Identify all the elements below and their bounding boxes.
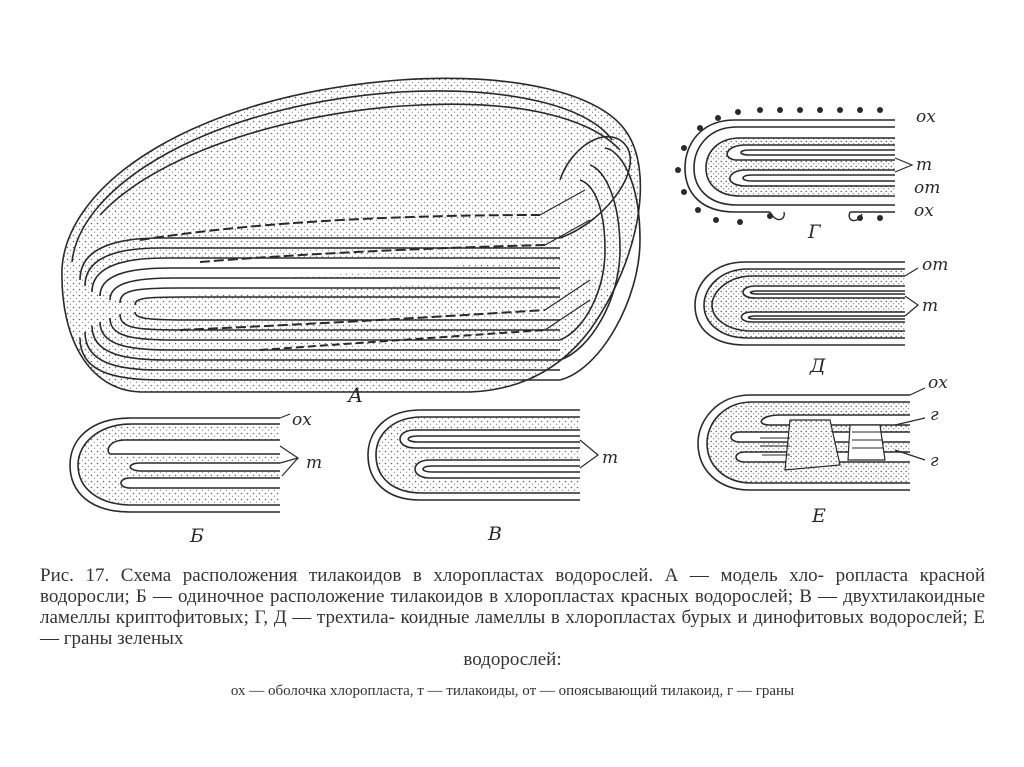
figure-legend: ох — оболочка хлоропласта, т — тилакоиды, от — опоясывающий тилакоид, г — граны <box>230 683 795 699</box>
caption-line-4: коидные ламеллы в хлоропластах бурых и динофитовых водорослей; Е — граны зеленых <box>40 607 985 649</box>
panel-e-label: Е <box>812 505 826 527</box>
panel-g-label: Г <box>808 221 821 243</box>
panel-v-t-label: т <box>602 448 619 468</box>
panel-d-diagram <box>695 262 918 345</box>
panel-e-g-bottom-label: г <box>930 451 939 471</box>
caption-line-2: ропласта красной водоросли; Б — одиночное расположение тилакоидов в хлоропластах <box>40 565 986 607</box>
panel-e-ox-label: ох <box>928 373 948 393</box>
caption-line-3: красных водорослей; В — двухтилакоидные ламеллы криптофитовых; Г, Д — трехтила- <box>40 586 986 628</box>
panel-b-t-label: т <box>306 453 323 473</box>
panel-a-model <box>62 78 640 392</box>
panel-v-label: В <box>488 523 502 545</box>
panel-d-ot-label: от <box>922 255 949 275</box>
panel-a-label: А <box>348 383 364 407</box>
panel-d-t-label: т <box>922 296 939 316</box>
panel-g-diagram <box>675 107 912 225</box>
panel-v-diagram <box>368 410 598 500</box>
panel-g-ox-bottom-label: ох <box>914 201 934 221</box>
panel-d-label: Д <box>810 355 826 377</box>
panel-e-diagram <box>698 388 925 490</box>
caption-line-5: водорослей: <box>463 649 562 670</box>
panel-e-g-top-label: г <box>930 405 939 425</box>
caption-line-1: Рис. 17. Схема расположения тилакоидов в хлоропластах водорослей. А — модель хло- <box>40 565 825 586</box>
panel-b-label: Б <box>190 525 204 547</box>
panel-b-diagram <box>70 414 298 512</box>
panel-g-ot-label: от <box>914 178 941 198</box>
panel-b-ox-label: ох <box>292 410 312 430</box>
panel-g-ox-top-label: ох <box>916 107 936 127</box>
panel-g-t-label: т <box>916 155 933 175</box>
figure-caption <box>40 565 985 670</box>
